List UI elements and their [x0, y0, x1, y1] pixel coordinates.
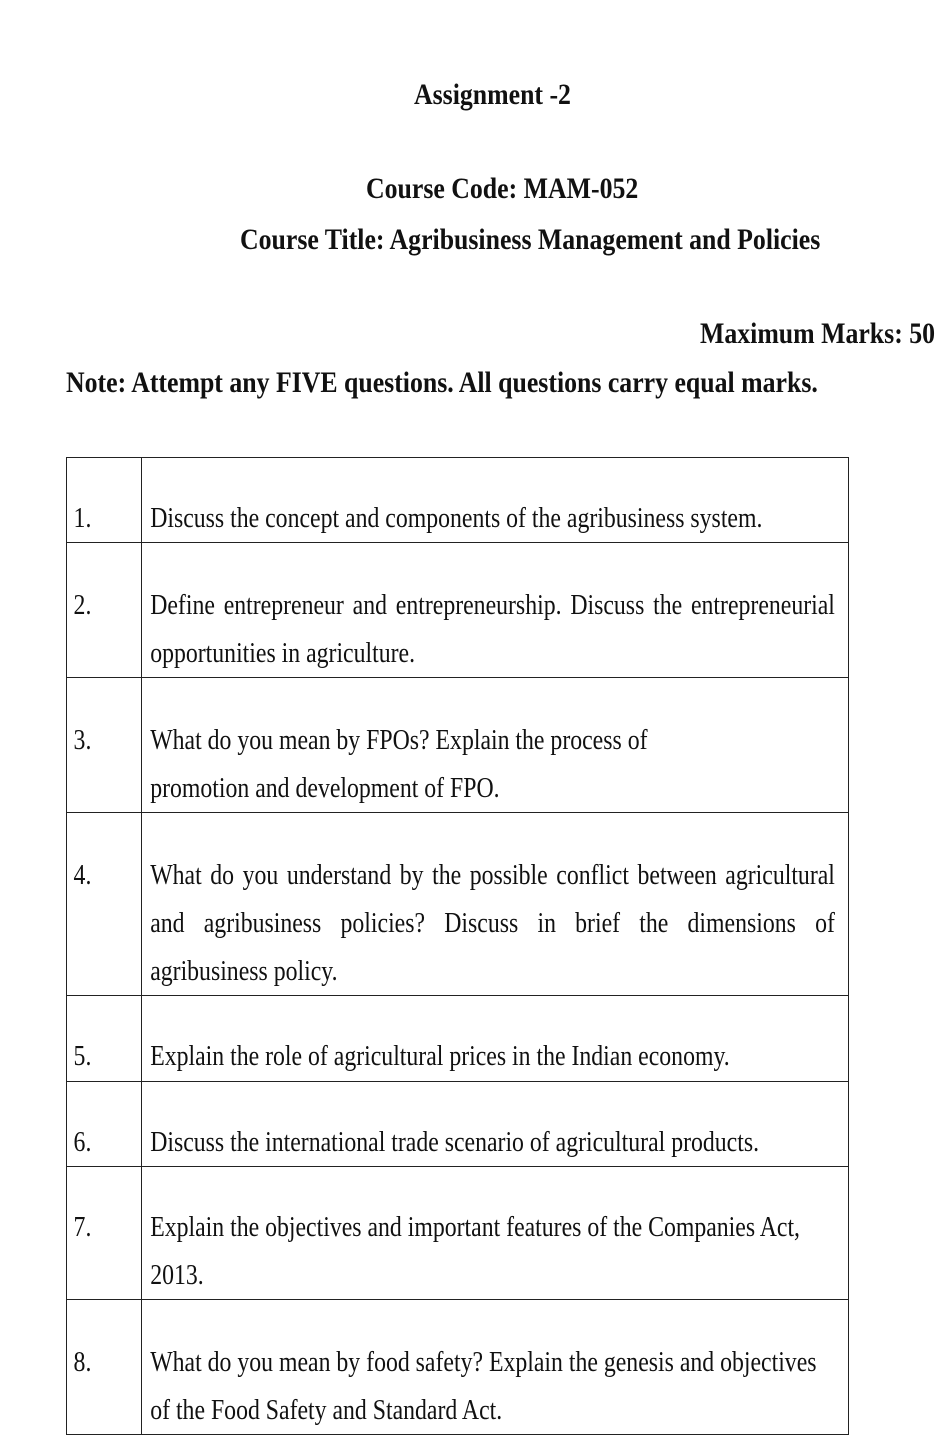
question-text-cell: [142, 996, 849, 1082]
question-row: [67, 1167, 849, 1300]
questions-table: [66, 457, 849, 1435]
question-row: [67, 458, 849, 543]
question-number-cell: [67, 1082, 142, 1167]
question-text: Explain the objectives and important features of the Companies Act, 2013.: [150, 1211, 801, 1291]
question-text: What do you mean by food safety? Explain the genesis and objectives of the Food Safety and Standard Act.: [150, 1346, 817, 1426]
question-text-cell: [142, 1167, 849, 1300]
instructions-note: Note: Attempt any FIVE questions. All questions carry equal marks.: [66, 366, 818, 399]
question-text-cell: [142, 813, 849, 996]
question-number-cell: [67, 996, 142, 1082]
question-number: 2.: [73, 589, 92, 621]
course-code: Course Code: MAM-052: [366, 172, 639, 205]
question-text-cell: [142, 678, 849, 813]
question-row: [67, 1300, 849, 1435]
question-number: 3.: [73, 724, 92, 756]
question-number-cell: [67, 813, 142, 996]
question-number: 4.: [73, 859, 92, 891]
question-text: Explain the role of agricultural prices in the Indian economy.: [150, 1040, 730, 1072]
question-text: Discuss the concept and components of the agribusiness system.: [150, 502, 763, 534]
question-text-cell: [142, 1082, 849, 1167]
question-text: Define entrepreneur and entrepreneurship. Discuss the entrepreneurial opportunities in agriculture.: [150, 589, 835, 669]
maximum-marks: Maximum Marks: 50: [700, 317, 935, 350]
question-number: 5.: [73, 1040, 92, 1072]
question-number: 8.: [73, 1346, 92, 1378]
question-number-cell: [67, 1300, 142, 1435]
question-text: Discuss the international trade scenario of agricultural products.: [150, 1126, 760, 1158]
question-row: [67, 996, 849, 1082]
question-number-cell: [67, 543, 142, 678]
question-text: What do you understand by the possible conflict between agricultural and agribusiness policies? Discuss in brief the dimensions of agribusiness policy.: [150, 859, 835, 987]
course-title: Course Title: Agribusiness Management and Policies: [240, 223, 821, 256]
question-number-cell: [67, 458, 142, 543]
question-text-cell: [142, 1300, 849, 1435]
question-number-cell: [67, 1167, 142, 1300]
assignment-title: Assignment -2: [414, 78, 571, 111]
question-number: 1.: [73, 502, 92, 534]
question-row: [67, 678, 849, 813]
question-number: 7.: [73, 1211, 92, 1243]
question-row: [67, 813, 849, 996]
question-text-cell: [142, 458, 849, 543]
question-text: What do you mean by FPOs? Explain the process of promotion and development of FPO.: [150, 724, 648, 804]
question-row: [67, 1082, 849, 1167]
question-number-cell: [67, 678, 142, 813]
question-text-cell: [142, 543, 849, 678]
question-row: [67, 543, 849, 678]
question-number: 6.: [73, 1126, 92, 1158]
